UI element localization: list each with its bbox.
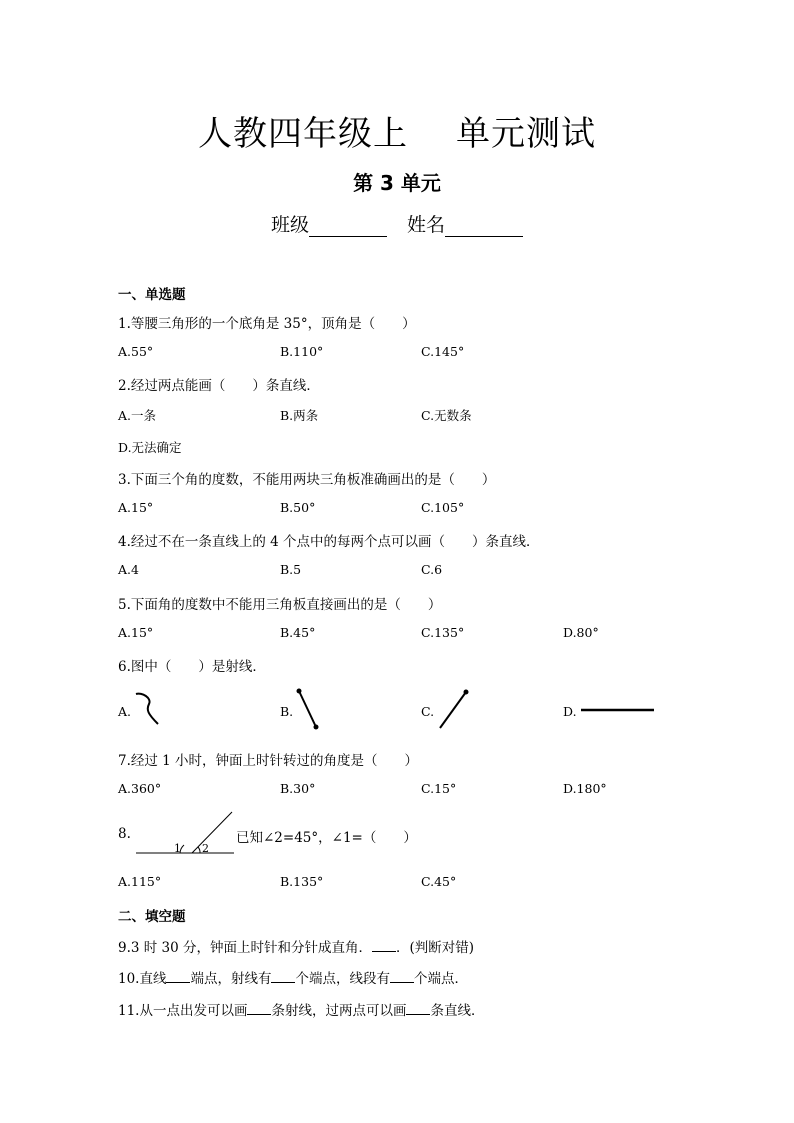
q4-option-b[interactable]: B.5	[280, 562, 302, 577]
q10-text-part3: 个端点，线段有	[295, 971, 390, 987]
q6-option-d[interactable]: D.	[563, 704, 577, 719]
q1-option-b[interactable]: B.110°	[280, 344, 324, 359]
q9-answer-blank[interactable]	[372, 939, 396, 952]
q1-option-a[interactable]: A.55°	[118, 344, 154, 359]
q6-figure-c-ray-icon	[436, 686, 472, 732]
q11-question	[118, 999, 484, 1019]
class-label: 班级	[270, 214, 309, 236]
q10-question	[118, 967, 468, 987]
q2-option-a[interactable]: A.一条	[118, 408, 157, 423]
section2-heading: 二、填空题	[118, 909, 186, 925]
q8-fig-label-1: 1	[174, 842, 181, 855]
q1-option-c[interactable]: C.145°	[421, 344, 465, 359]
q7-text: 7.经过 1 小时，钟面上时针转过的角度是（ ）	[118, 753, 419, 769]
q7-option-c[interactable]: C.15°	[421, 781, 457, 796]
q9-text-part1: 9.3 时 30 分，钟面上时针和分针成直角．	[118, 940, 373, 956]
q3-option-a[interactable]: A.15°	[118, 500, 154, 515]
q10-text-part2: 端点，射线有	[190, 971, 272, 987]
q3-text: 3.下面三个角的度数，不能用两块三角板准确画出的是（ ）	[118, 472, 496, 488]
q1-text: 1.等腰三角形的一个底角是 35°，顶角是（ ）	[118, 316, 416, 332]
q8-option-c[interactable]: C.45°	[421, 874, 457, 889]
q8-fig-label-2: 2	[202, 842, 209, 855]
q7-option-b[interactable]: B.30°	[280, 781, 316, 796]
name-blank[interactable]	[445, 218, 523, 237]
unit-subtitle: 第 3 单元	[353, 171, 441, 195]
q10-blank-1[interactable]	[166, 970, 190, 983]
q6-figure-b-segment-icon	[292, 686, 322, 732]
q7-option-d[interactable]: D.180°	[563, 781, 607, 796]
q4-option-c[interactable]: C.6	[421, 562, 443, 577]
title-right: 单元测试	[456, 114, 596, 154]
q6-figure-a-curve-icon	[134, 690, 164, 728]
section1-heading: 一、单选题	[118, 287, 186, 303]
q6-option-a[interactable]: A.	[118, 704, 132, 719]
q10-blank-3[interactable]	[390, 970, 414, 983]
q2-option-b[interactable]: B.两条	[280, 408, 319, 423]
name-label: 姓名	[407, 214, 446, 236]
q10-blank-2[interactable]	[271, 970, 295, 983]
q6-figure-d-line-icon	[578, 704, 658, 716]
q5-option-b[interactable]: B.45°	[280, 625, 316, 640]
q2-option-d[interactable]: D.无法确定	[118, 440, 182, 455]
q11-blank-2[interactable]	[406, 1002, 430, 1015]
q9-text-part2: ．(判断对错)	[396, 940, 475, 956]
q8-option-a[interactable]: A.115°	[118, 874, 162, 889]
q8-angle-figure-icon	[134, 808, 238, 858]
q6-option-b[interactable]: B.	[280, 704, 294, 719]
q4-option-a[interactable]: A.4	[118, 562, 139, 577]
q3-option-b[interactable]: B.50°	[280, 500, 316, 515]
page-title	[0, 106, 794, 155]
q5-text: 5.下面角的度数中不能用三角板直接画出的是（ ）	[118, 597, 442, 613]
class-blank[interactable]	[309, 218, 387, 237]
q7-option-a[interactable]: A.360°	[118, 781, 162, 796]
q11-text-part2: 条射线，过两点可以画	[271, 1003, 407, 1019]
q8-number: 8.	[118, 826, 131, 842]
q10-text-part1: 10.直线	[118, 971, 167, 987]
q3-option-c[interactable]: C.105°	[421, 500, 465, 515]
q8-text: 已知∠2=45°，∠1=（ ）	[236, 830, 417, 846]
q11-text-part1: 11.从一点出发可以画	[118, 1003, 248, 1019]
q9-question	[118, 936, 474, 956]
student-info-line	[0, 210, 794, 237]
q11-blank-1[interactable]	[247, 1002, 271, 1015]
q5-option-a[interactable]: A.15°	[118, 625, 154, 640]
q2-option-c[interactable]: C.无数条	[421, 408, 472, 423]
q8-option-b[interactable]: B.135°	[280, 874, 324, 889]
q2-text: 2.经过两点能画（ ）条直线．	[118, 378, 320, 394]
q10-text-part4: 个端点．	[413, 971, 468, 987]
title-left: 人教四年级上	[198, 114, 408, 154]
q5-option-c[interactable]: C.135°	[421, 625, 465, 640]
q5-option-d[interactable]: D.80°	[563, 625, 599, 640]
q4-text: 4.经过不在一条直线上的 4 个点中的每两个点可以画（ ）条直线．	[118, 534, 540, 550]
q11-text-part3: 条直线．	[430, 1003, 485, 1019]
q6-option-c[interactable]: C.	[421, 704, 435, 719]
q6-text: 6.图中（ ）是射线．	[118, 659, 266, 675]
